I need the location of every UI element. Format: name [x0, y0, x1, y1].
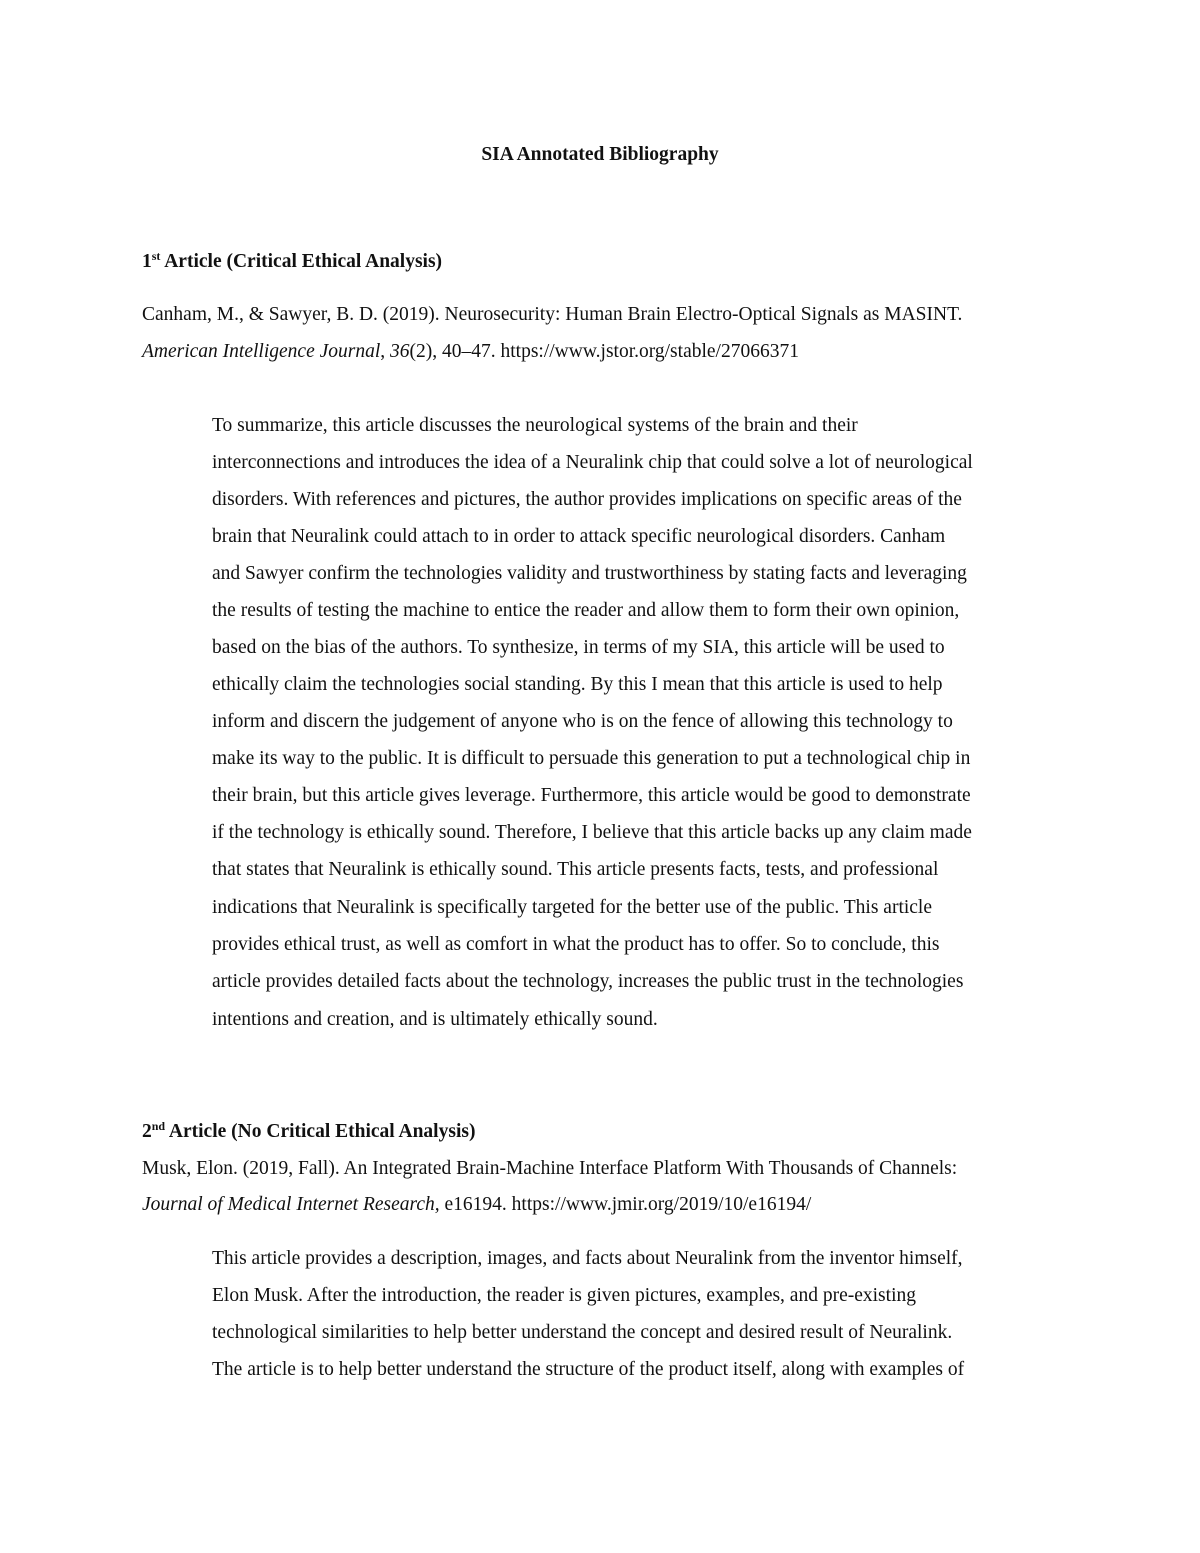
article-1-annotation-line: provides ethical trust, as well as comfort in what the product has to offer. So to conclude, this [212, 934, 940, 955]
article-1-annotation-line: interconnections and introduces the idea of a Neuralink chip that could solve a lot of neurological [212, 452, 973, 473]
article-1-number: 1 [142, 251, 152, 272]
article-2-annotation-line: This article provides a description, images, and facts about Neuralink from the inventor himself, [212, 1248, 963, 1269]
article-1-annotation-line: ethically claim the technologies social standing. By this I mean that this article is used to help [212, 674, 943, 695]
article-1-annotation-line: their brain, but this article gives leverage. Furthermore, this article would be good to demonstrate [212, 785, 971, 806]
article-2-annotation-line: technological similarities to help better understand the concept and desired result of Neuralink. [212, 1322, 953, 1343]
article-1-annotation-line: To summarize, this article discusses the neurological systems of the brain and their [212, 415, 858, 436]
article-2-annotation-line: Elon Musk. After the introduction, the reader is given pictures, examples, and pre-existing [212, 1285, 916, 1306]
document-title: SIA Annotated Bibliography [481, 144, 719, 165]
article-1-volume: 36 [390, 341, 410, 362]
article-1-heading [142, 250, 442, 274]
article-1-annotation-line: and Sawyer confirm the technologies validity and trustworthiness by stating facts and leveraging [212, 563, 967, 584]
article-2-heading [142, 1120, 475, 1144]
article-1-annotation-line: make its way to the public. It is difficult to persuade this generation to put a technological chip in [212, 748, 971, 769]
article-1-citation-rest: (2), 40–47. https://www.jstor.org/stable/27066371 [409, 341, 799, 362]
article-2-citation-line-1: Musk, Elon. (2019, Fall). An Integrated Brain-Machine Interface Platform With Thousands of Channels: [142, 1158, 958, 1179]
article-1-annotation-line: inform and discern the judgement of anyone who is on the fence of allowing this technology to [212, 711, 953, 732]
article-1-annotation-line: brain that Neuralink could attach to in order to attack specific neurological disorders. Canham [212, 526, 946, 547]
article-1-heading-text: Article (Critical Ethical Analysis) [160, 251, 443, 272]
article-1-citation-line-1: Canham, M., & Sawyer, B. D. (2019). Neurosecurity: Human Brain Electro-Optical Signals as MASINT. [142, 304, 963, 325]
article-1-journal: American Intelligence Journal [142, 341, 381, 362]
article-1-citation-sep: , [380, 341, 391, 362]
article-1-annotation-line: indications that Neuralink is specifically targeted for the better use of the public. This article [212, 897, 933, 918]
article-2-citation-line-2 [142, 1193, 811, 1217]
article-1-annotation-line: if the technology is ethically sound. Therefore, I believe that this article backs up any claim made [212, 822, 972, 843]
article-1-annotation-line: that states that Neuralink is ethically sound. This article presents facts, tests, and professional [212, 859, 939, 880]
article-1-citation-line-2 [142, 340, 799, 364]
article-2-number: 2 [142, 1121, 152, 1142]
article-2-heading-text: Article (No Critical Ethical Analysis) [165, 1121, 476, 1142]
article-2-journal: Journal of Medical Internet Research, [142, 1194, 440, 1215]
article-1-annotation-line: the results of testing the machine to entice the reader and allow them to form their own opinion, [212, 600, 960, 621]
article-2-annotation-line: The article is to help better understand the structure of the product itself, along with examples of [212, 1359, 965, 1380]
article-2-ordinal: nd [151, 1119, 166, 1133]
article-1-annotation-line: article provides detailed facts about the technology, increases the public trust in the technologies [212, 971, 964, 992]
article-1-annotation-line: intentions and creation, and is ultimately ethically sound. [212, 1009, 658, 1030]
article-1-ordinal: st [151, 249, 161, 263]
article-1-annotation-line: disorders. With references and pictures, the author provides implications on specific areas of the [212, 489, 962, 510]
article-1-annotation-line: based on the bias of the authors. To synthesize, in terms of my SIA, this article will be used to [212, 637, 945, 658]
article-2-citation-rest: e16194. https://www.jmir.org/2019/10/e16194/ [439, 1194, 812, 1215]
